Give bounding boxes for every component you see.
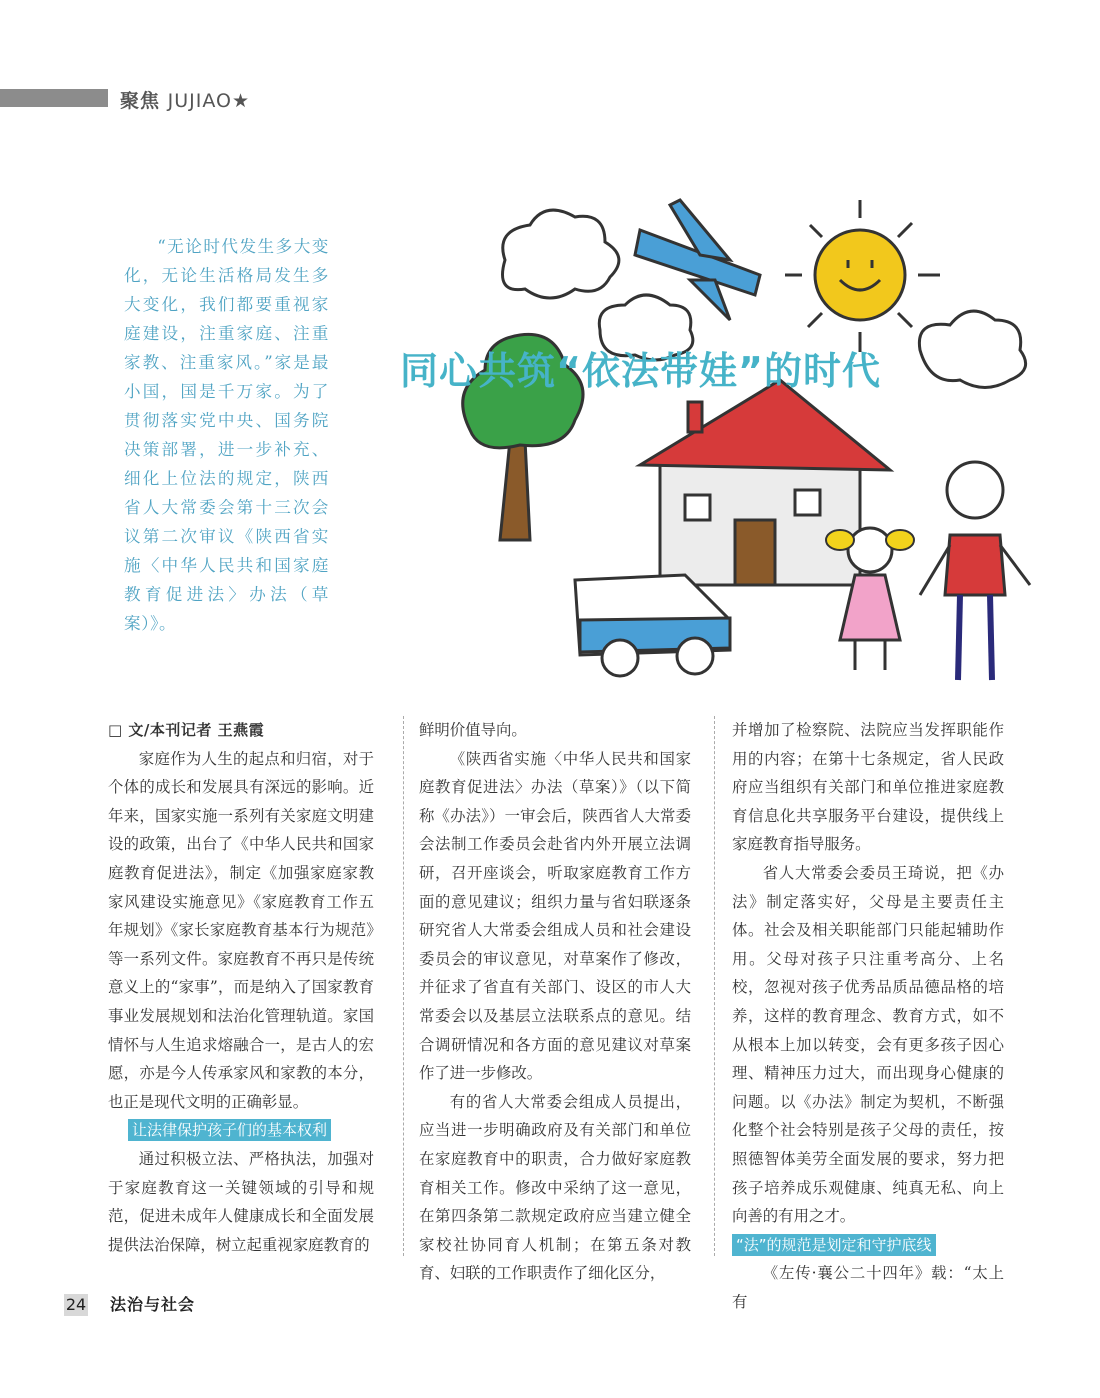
paragraph: 《陕西省实施〈中华人民共和国家庭教育促进法〉办法（草案）》（以下简称《办法》）一审会后，陕西省人大常委会法制工作委员会赴省内外开展立法调研，召开座谈会，听取家庭教育工作方面的意见建议；组织力量与省妇联逐条研究省人大常委会组成人员和社会建设委员会的审议意见，对草案作了修改，并征求了省直有关部门、设区的市人大常委会以及基层立法联系点的意见。结合调研情况和各方面的意见建议对草案作了进一步修改。 [419, 749, 691, 1083]
column-divider [403, 716, 404, 1256]
page-number: 24 [65, 1295, 87, 1314]
magazine-name: 法治与社会 [110, 1295, 196, 1314]
paragraph: 家庭作为人生的起点和归宿，对于个体的成长和发展具有深远的影响。近年来，国家实施一系列有关家庭文明建设的政策，出台了《中华人民共和国家庭教育促进法》，制定《加强家庭家教家风建设实施意见》《家庭教育工作五年规划》《家长家庭教育基本行为规范》等一系列文件。家庭教育不再只是传统意义上的“家事”，而是纳入了国家教育事业发展规划和法治化管理轨道。家国情怀与人生追求熔融合一，是古人的宏愿，亦是今人传承家风和家教的本分，也正是现代文明的正确彰显。 [108, 749, 374, 1111]
byline: □ 文/本刊记者 王燕霞 [108, 721, 265, 739]
paragraph: 鲜明价值导向。 [419, 721, 527, 739]
lead-paragraph [124, 232, 329, 638]
paragraph: 《左传·襄公二十四年》载：“太上有 [732, 1264, 1004, 1311]
paragraph: 通过积极立法、严格执法，加强对于家庭教育这一关键领域的引导和规范，促进未成年人健康成长和全面发展提供法治保障，树立起重视家庭教育的 [108, 1149, 374, 1254]
article-title: 同心共筑“依法带娃”的时代 [400, 349, 881, 393]
section-name-cn: 聚焦 [120, 90, 161, 112]
lead-text: “无论时代发生多大变化，无论生活格局发生多大变化，我们都要重视家庭建设，注重家庭、注重家教、注重家风。”家是最小国，国是千万家。为了贯彻落实党中央、国务院决策部署，进一步补充、细化上位法的规定，陕西省人大常委会第十三次会议第二次审议《陕西省实施〈中华人民共和国家庭教育促进法〉办法（草案）》。 [124, 237, 329, 633]
column-2 [419, 716, 691, 1288]
paragraph: 并增加了检察院、法院应当发挥职能作用的内容；在第十七条规定，省人民政府应当组织有关部门和单位推进家庭教育信息化共享服务平台建设，提供线上家庭教育指导服务。 [732, 721, 1004, 854]
section-name-en: JUJIAO★ [167, 90, 251, 112]
subheading: 让法律保护孩子们的基本权利 [128, 1119, 331, 1141]
child-drawing-illustration [430, 180, 1070, 700]
section-header [120, 86, 250, 113]
column-3 [732, 716, 1004, 1316]
subheading: “法”的规范是划定和守护底线 [732, 1234, 936, 1256]
header-bar [0, 89, 108, 107]
paragraph: 有的省人大常委会组成人员提出，应当进一步明确政府及有关部门和单位在家庭教育中的职责，合力做好家庭教育相关工作。修改中采纳了这一意见，在第四条第二款规定政府应当建立健全家校社协同育人机制；在第五条对教育、妇联的工作职责作了细化区分， [419, 1092, 691, 1283]
paragraph: 省人大常委会委员王琦说，把《办法》制定落实好，父母是主要责任主体。社会及相关职能部门只能起辅助作用。父母对孩子只注重考高分、上名校，忽视对孩子优秀品质品德品格的培养，这样的教育理念、教育方式，如不从根本上加以转变，会有更多孩子因心理、精神压力过大，而出现身心健康的问题。以《办法》制定为契机，不断强化整个社会特别是孩子父母的责任，按照德智体美劳全面发展的要求，努力把孩子培养成乐观健康、纯真无私、向上向善的有用之才。 [732, 863, 1004, 1226]
column-divider [714, 716, 715, 1256]
column-1 [108, 716, 374, 1259]
